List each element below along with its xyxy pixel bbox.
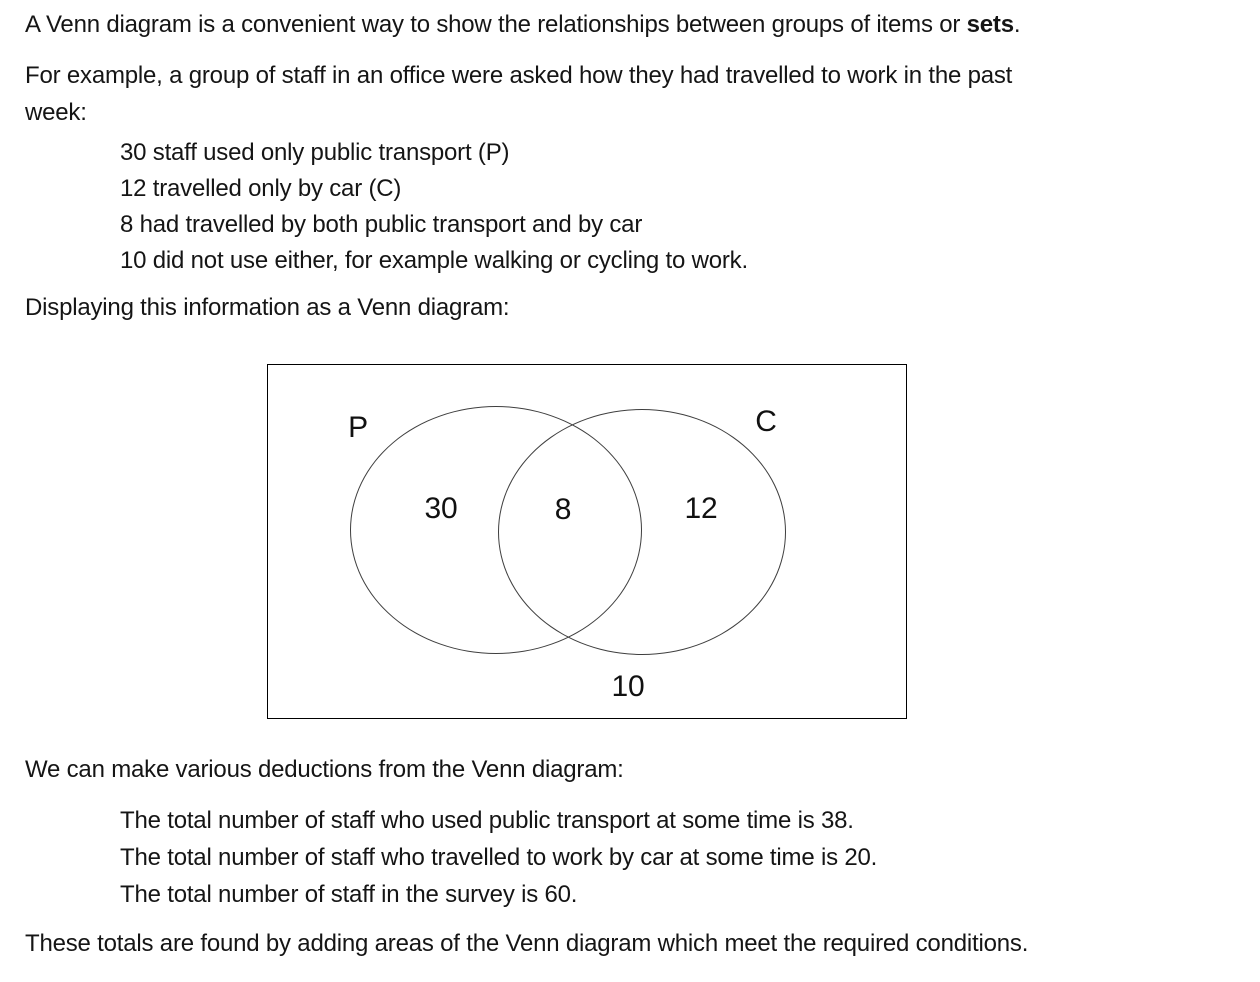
survey-results-list	[25, 135, 1235, 279]
value-p-only: 30	[424, 492, 458, 525]
example-paragraph	[25, 57, 1235, 131]
deduction-car-total: The total number of staff who travelled to work by car at some time is 20.	[120, 844, 878, 871]
deduction-survey-total: The total number of staff in the survey is 60.	[120, 881, 578, 908]
value-c-only: 12	[684, 492, 718, 525]
value-outside-sets: 10	[611, 670, 645, 703]
survey-item-public-transport: 30 staff used only public transport (P)	[120, 139, 510, 166]
survey-item-both: 8 had travelled by both public transport and by car	[120, 211, 643, 238]
deductions-list	[25, 802, 1235, 913]
example-line-1: For example, a group of staff in an office were asked how they had travelled to work in the past	[25, 62, 1013, 89]
survey-item-neither: 10 did not use either, for example walking or cycling to work.	[120, 247, 748, 274]
displaying-line: Displaying this information as a Venn diagram:	[25, 294, 510, 321]
intro-bold-word: sets	[966, 11, 1014, 38]
intro-paragraph	[25, 6, 1235, 43]
set-label-p: P	[348, 411, 368, 444]
set-label-c: C	[755, 405, 777, 438]
deduction-public-transport-total: The total number of staff who used public transport at some time is 38.	[120, 807, 854, 834]
closing-paragraph: These totals are found by adding areas of the Venn diagram which meet the required conditions.	[25, 930, 1029, 957]
venn-figure	[267, 364, 1235, 719]
venn-circle-c	[498, 405, 786, 655]
deductions-intro: We can make various deductions from the Venn diagram:	[25, 756, 624, 783]
example-line-2: week:	[25, 99, 87, 126]
value-intersection: 8	[554, 493, 572, 526]
survey-item-car-only: 12 travelled only by car (C)	[120, 175, 402, 202]
intro-text-after-bold: .	[1013, 11, 1021, 38]
intro-text-before-bold: A Venn diagram is a convenient way to show the relationships between groups of items or	[25, 11, 967, 38]
venn-diagram-box	[267, 364, 907, 719]
